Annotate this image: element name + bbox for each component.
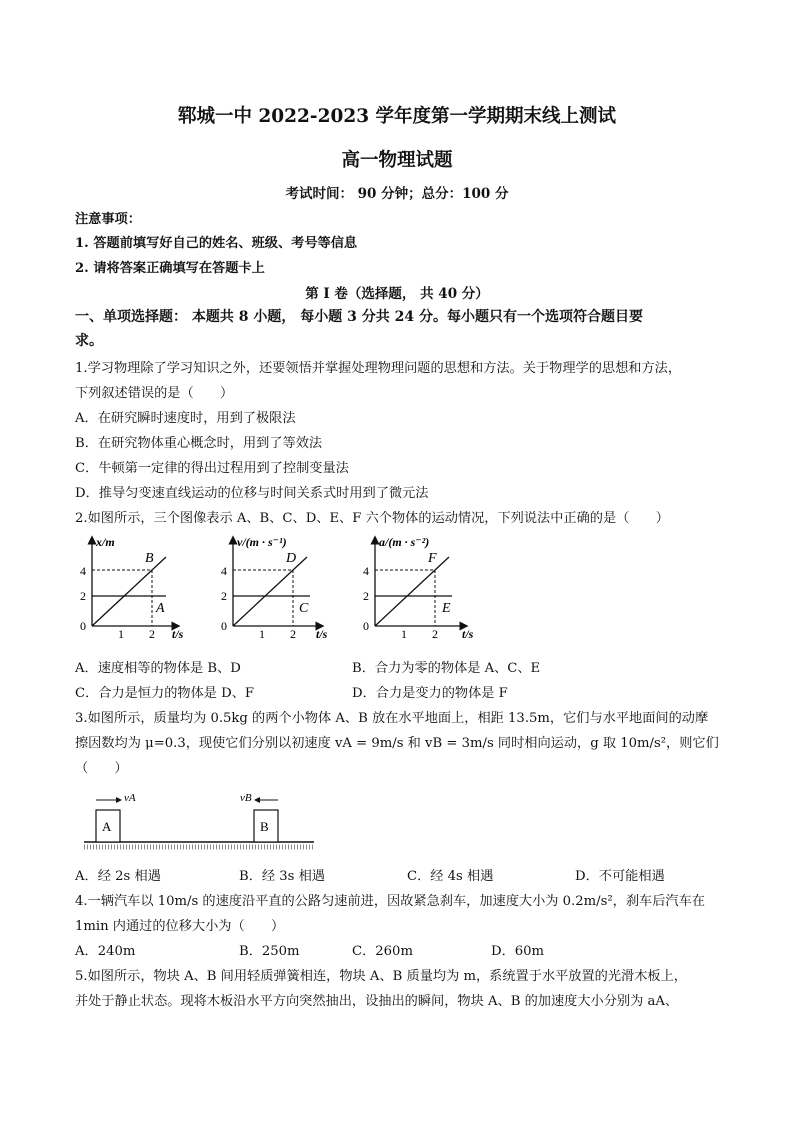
graph-a-t [363,535,474,641]
q2-option-b: B．合力为零的物体是 A、C、E [352,661,541,676]
q4-stem-cont: 1min 内通过的位移大小为（ ） [75,919,285,934]
graph-y-label: v/(m · s⁻¹) [237,535,287,549]
graph-line-b [92,557,166,626]
q1-stem: 1.学习物理除了学习知识之外，还要领悟并掌握处理物理问题的思想和方法。关于物理学的思想和方法， [75,361,682,376]
q3-stem: 3.如图所示，质量均为 0.5kg 的两个小物体 A、B 放在水平地面上，相距 13.5m，它们与水平地面间的动摩 [75,711,709,726]
q1-option-c: C．牛顿第一定律的得出过程用到了控制变量法 [75,461,349,476]
tick-y2: 2 [80,589,86,603]
graph-x-label: t/s [172,627,184,641]
tick-y4: 4 [363,564,369,578]
q1-option-a: A．在研究瞬时速度时，用到了极限法 [75,411,296,426]
q5-stem-cont: 并处于静止状态。现将木板沿水平方向突然抽出，设抽出的瞬间，物块 A、B 的加速度大小分别为 aA、 [75,994,679,1009]
q3-figure [82,785,342,855]
q2-option-c: C．合力是恒力的物体是 D、F [75,686,255,701]
tick-x2: 2 [290,627,296,641]
q2-stem: 2.如图所示，三个图像表示 A、B、C、D、E、F 六个物体的运动情况，下列说法中正确的是（ ） [75,511,669,526]
label-b: B [145,551,154,566]
q3-option-a: A．经 2s 相遇 [75,869,161,884]
q2-option-d: D．合力是变力的物体是 F [352,686,508,701]
q3-stem-paren: （ ） [75,761,128,776]
q4-option-c: C．260m [352,944,413,959]
label-a: A [156,601,165,616]
q2-graphs-figure [0,532,794,647]
velocity-b-label: vB [240,792,252,804]
graph-y-label: x/m [96,535,115,549]
graph-v-t [221,535,328,641]
graph-y-label: a/(m · s⁻²) [379,535,430,549]
q4-option-d: D．60m [491,944,545,959]
q5-stem: 5.如图所示，物块 A、B 间用轻质弹簧相连，物块 A、B 质量均为 m，系统置于水平放置的光滑木板上， [75,969,687,984]
graph-x-t [80,535,184,641]
q2-option-a: A．速度相等的物体是 B、D [75,661,241,676]
graph-x-label: t/s [316,627,328,641]
tick-x1: 1 [401,627,407,641]
label-e: E [442,601,451,616]
tick-y4: 4 [80,564,86,578]
velocity-a-label: vA [124,792,136,804]
note-item-2: 2. 请将答案正确填写在答题卡上 [75,261,265,276]
q4-option-b: B．250m [239,944,300,959]
q1-option-b: B．在研究物体重心概念时，用到了等效法 [75,436,323,451]
tick-y2: 2 [221,589,227,603]
tick-x2: 2 [149,627,155,641]
q1-option-d: D．推导匀变速直线运动的位移与时间关系式时用到了微元法 [75,486,429,501]
tick-origin: 0 [221,619,227,633]
box-a-label: A [102,819,112,834]
q4-stem: 4.一辆汽车以 10m/s 的速度沿平直的公路匀速前进，因故紧急刹车，加速度大小为 0.2m/s²，刹车后汽车在 [75,894,705,909]
q3-option-d: D．不可能相遇 [575,869,665,884]
q3-stem-cont: 擦因数均为 μ=0.3，现使它们分别以初速度 vA = 9m/s 和 vB = 3m/s 同时相向运动，g 取 10m/s²，则它们 [75,736,719,751]
q3-option-c: C．经 4s 相遇 [407,869,494,884]
note-item-1: 1. 答题前填写好自己的姓名、班级、考号等信息 [75,236,358,251]
tick-x1: 1 [118,627,124,641]
label-d: D [286,551,297,566]
exam-subtitle: 高一物理试题 [341,150,453,171]
tick-x2: 2 [432,627,438,641]
q1-stem-cont: 下列叙述错误的是（ ） [75,386,234,401]
label-c: C [299,601,309,616]
graph-x-label: t/s [462,627,474,641]
q3-option-b: B．经 3s 相遇 [239,869,325,884]
section-instruction: 一、单项选择题： 本题共 8 小题， 每小题 3 分共 24 分。每小题只有一个选项符合题目要 [75,309,643,325]
q4-option-a: A．240m [75,944,136,959]
graph-line-f [375,557,449,626]
tick-y2: 2 [363,589,369,603]
tick-y4: 4 [221,564,227,578]
box-b-label: B [260,819,269,834]
tick-origin: 0 [80,619,86,633]
section-instruction-cont: 求。 [75,333,103,349]
section-title: 第 I 卷（选择题， 共 40 分） [305,286,489,302]
exam-title: 郓城一中 2022-2023 学年度第一学期期末线上测试 [177,106,617,127]
label-f: F [428,551,437,566]
tick-x1: 1 [259,627,265,641]
graph-line-d [233,557,307,626]
notes-heading: 注意事项： [75,212,141,227]
tick-origin: 0 [363,619,369,633]
exam-info: 考试时间： 90 分钟；总分：100 分 [285,186,509,202]
